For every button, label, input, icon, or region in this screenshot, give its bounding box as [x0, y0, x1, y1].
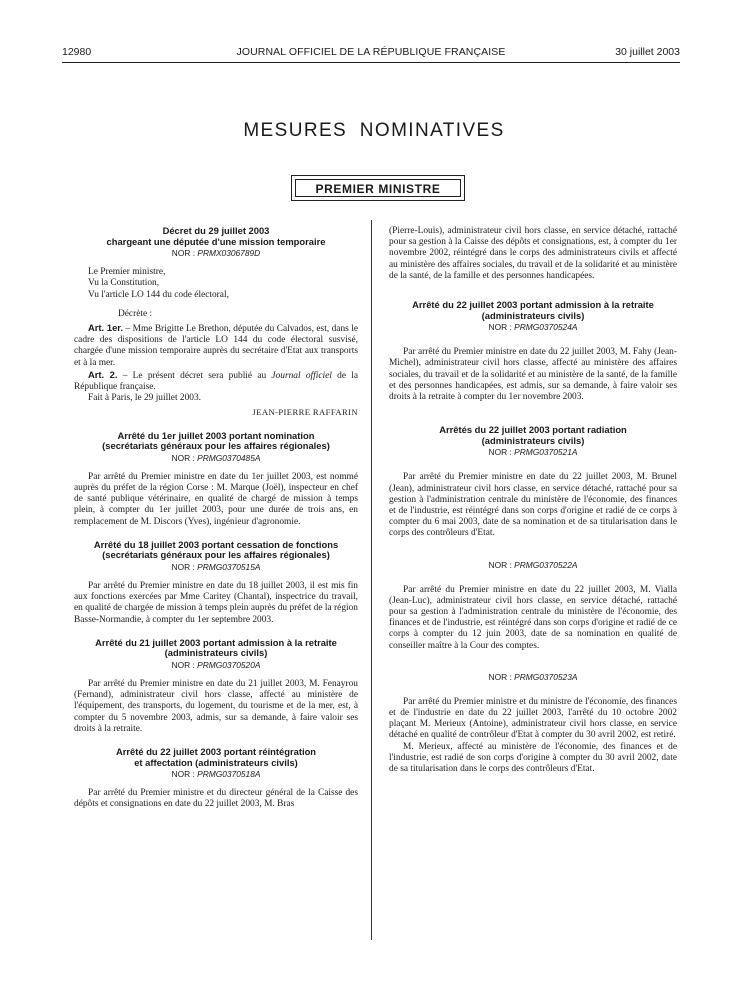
section-title-line2: (secrétariats généraux pour les affaires régionales): [102, 549, 330, 561]
decree-title-line2: chargeant une députée d'une mission temporaire: [106, 235, 326, 247]
section-title-line2: (secrétariats généraux pour les affaires régionales): [102, 440, 330, 452]
decree-title: [74, 226, 358, 247]
section-nor: [74, 660, 358, 671]
radiation-merieux: [389, 672, 677, 775]
section-title-line2: (administrateurs civils): [481, 434, 585, 446]
decree-line: Le Premier ministre,: [88, 267, 166, 278]
section-body: Par arrêté du Premier ministre en date du 18 juillet 2003, il est mis fin aux fonctions exercées par Mme Caritey (Chantal), inspectrice du travail, en qualité de chargée de mission à temps plein auprès du préfet de la région Basse-Normandie, à compter du 1er septembre 2003.: [74, 581, 358, 625]
decree-decrete: Décrète :: [118, 308, 153, 319]
nor-code: PRMG0370524A: [514, 322, 578, 333]
section-title-line1: Arrêtés du 22 juillet 2003 portant radiation: [439, 424, 627, 436]
decree-line: Vu la Constitution,: [88, 278, 160, 289]
journal-title: JOURNAL OFFICIEL DE LA RÉPUBLIQUE FRANÇAISE: [236, 46, 506, 58]
column-divider: [371, 220, 372, 940]
section-nor: [389, 447, 677, 458]
section-title: [389, 425, 677, 446]
nor-code: PRMG0370522A: [514, 559, 578, 570]
continuation-text: (Pierre-Louis), administrateur civil hors classe, en service détaché, rattaché pour sa gestion à la Caisse des dépôts et consignations, est, à compter du 1er novembre 2002, réintégré dans le corps des administrateurs civils et affecté au ministère des affaires sociales, du travail et de la solidarité et au ministère de la santé, de la famille et des personnes handicapées.: [389, 226, 677, 281]
ministry-box: [291, 175, 465, 201]
ministry-label: PREMIER MINISTRE: [295, 179, 461, 197]
arrete-cessation: [74, 540, 358, 626]
decree-signature: JEAN-PIERRE RAFFARIN: [252, 407, 358, 418]
section-title-line2: (administrateurs civils): [164, 647, 268, 659]
section-title: [74, 638, 358, 659]
section-body: Par arrêté du Premier ministre et du directeur général de la Caisse des dépôts et consignations en date du 22 juillet 2003, M. Bras: [74, 788, 358, 810]
section-nor: [389, 672, 677, 683]
nor-prefix: NOR :: [171, 660, 195, 671]
arretes-radiation: [389, 425, 677, 539]
section-nor: [74, 453, 358, 464]
section-body: Par arrêté du Premier ministre en date du 22 juillet 2003, M. Brunel (Jean), administrateur civil hors classe, en service détaché, rattaché pour sa gestion à l'administration centrale du ministère de l'économie, des finances et de l'industrie, est réintégré dans son corps d'origine et radié de ce corps à compter du 6 mai 2003, date de sa nomination et de sa titularisation dans le corps des contrôleurs d'Etat.: [389, 472, 677, 539]
section-body: M. Merieux, affecté au ministère de l'économie, des finances et de l'industrie, est radié de son corps d'origine à compter du 30 avril 2002, date de sa titularisation dans le corps des contrôleurs d'Etat.: [389, 741, 677, 775]
nor-code: PRMG0370515A: [197, 562, 261, 573]
right-column: [389, 226, 677, 787]
decree-line: Vu l'article LO 144 du code électoral,: [88, 289, 229, 300]
reintegration-continuation: [389, 226, 677, 282]
nor-code: PRMX0306789D: [197, 248, 261, 259]
nor-prefix: NOR :: [488, 559, 512, 570]
section-nor: [389, 560, 677, 571]
section-title: [74, 747, 358, 768]
nor-prefix: NOR :: [488, 671, 512, 682]
nor-code: PRMG0370523A: [514, 671, 578, 682]
article-2-italic: Journal officiel: [271, 370, 332, 381]
section-nor: [74, 562, 358, 573]
section-title: [74, 540, 358, 561]
nor-prefix: NOR :: [171, 452, 195, 463]
section-body: Par arrêté du Premier ministre en date du 1er juillet 2003, est nommé auprès du préfet de la région Corse : M. Marque (Joël), inspecteur en chef de santé publique vétérinaire, en qualité de chargé de mission à temps plein, à compter du 1er juillet 2003, pour une durée de trois ans, en remplacement de M. Discors (Yves), ingénieur d'agronomie.: [74, 471, 358, 527]
section-title-line1: Arrêté du 1er juillet 2003 portant nomination: [117, 429, 315, 441]
section-title-line2: et affectation (administrateurs civils): [134, 756, 298, 768]
section-title: [389, 300, 677, 321]
nor-prefix: NOR :: [488, 322, 512, 333]
nor-prefix: NOR :: [171, 562, 195, 573]
section-body: Par arrêté du Premier ministre en date du 21 juillet 2003, M. Fenayrou (Fernand), administrateur civil hors classe, affecté au ministère de l'équipement, des transports, du logement, du tourisme et de la mer, est, à compter du 5 novembre 2003, admis, sur sa demande, à faire valoir ses droits à la retraite.: [74, 679, 358, 734]
arrete-retraite-22: [389, 300, 677, 403]
section-body: Par arrêté du Premier ministre en date du 22 juillet 2003, M. Fahy (Jean-Michel), administrateur civil hors classe, affecté au ministère des affaires sociales, du travail et de la solidarité et au ministère de la santé, de la famille et des personnes handicapées, est admis, sur sa demande, à faire valoir ses droits à la retraite à compter du 1er novembre 2003.: [389, 347, 677, 403]
page-header: [62, 46, 680, 60]
article-2-text-pre: – Le présent décret sera publié au: [117, 370, 272, 381]
issue-date: 30 juillet 2003: [615, 46, 680, 58]
nor-code: PRMG0370518A: [197, 769, 261, 780]
nor-code: PRMG0370520A: [197, 660, 261, 671]
nor-code: PRMG0370485A: [197, 452, 261, 463]
nor-code: PRMG0370521A: [514, 447, 578, 458]
arrete-retraite-21: [74, 638, 358, 735]
article-2-text-post: de la République française.: [74, 370, 358, 393]
nor-prefix: NOR :: [171, 248, 196, 259]
nor-prefix: NOR :: [171, 769, 195, 780]
section-nor: [389, 322, 677, 333]
article-1: [74, 322, 358, 369]
section-body: Par arrêté du Premier ministre et du ministre de l'économie, des finances et de l'industrie en date du 22 juillet 2003, l'arrêté du 10 octobre 2002 plaçant M. Merieux (Antoine), administrateur civil hors classe, en service détaché en qualité de contrôleur d'Etat à compter du 30 avril 2002, est retiré.: [389, 696, 677, 741]
decree-nor: [74, 248, 358, 259]
arrete-reintegration: [74, 747, 358, 811]
page-title: MESURES NOMINATIVES: [243, 120, 505, 141]
section-title-line1: Arrêté du 22 juillet 2003 portant admission à la retraite: [412, 299, 654, 311]
nor-prefix: NOR :: [488, 447, 512, 458]
left-column: [74, 226, 358, 823]
article-1-label: Art. 1er.: [88, 322, 124, 333]
section-body: Par arrêté du Premier ministre en date du 22 juillet 2003, M. Vialla (Jean-Luc), administrateur civil hors classe, en service détaché, rattaché pour sa gestion à l'administration centrale du ministère de l'économie, des finances et de l'industrie, est réintégré dans son corps d'origine et radié de ce corps à compter du 12 juin 2003, date de sa nomination en qualité de conseiller maître à la Cour des comptes.: [389, 584, 677, 651]
section-title: [74, 431, 358, 452]
radiation-vialla: [389, 560, 677, 652]
page-number: 12980: [62, 46, 92, 58]
decree-fait: Fait à Paris, le 29 juillet 2003.: [88, 393, 202, 404]
article-2: [74, 369, 358, 393]
header-rule: [62, 62, 680, 63]
article-2-label: Art. 2.: [88, 368, 118, 380]
section-title-line1: Arrêté du 22 juillet 2003 portant réintégration: [115, 746, 317, 758]
section-title-line1: Arrêté du 21 juillet 2003 portant admission à la retraite: [95, 636, 337, 648]
section-title-line2: (administrateurs civils): [481, 309, 585, 321]
section-nor: [74, 769, 358, 780]
decree-section: [74, 226, 358, 419]
section-title-line1: Arrêté du 18 juillet 2003 portant cessation de fonctions: [93, 538, 339, 550]
arrete-nomination: [74, 431, 358, 528]
article-1-text: – Mme Brigitte Le Brethon, députée du Calvados, est, dans le cadre des dispositions de l'article LO 144 du code électoral susvisé, chargée d'une mission temporaire auprès du secrétaire d'Etat aux transports et à la mer.: [74, 324, 358, 368]
decree-title-line1: Décret du 29 juillet 2003: [162, 225, 270, 236]
